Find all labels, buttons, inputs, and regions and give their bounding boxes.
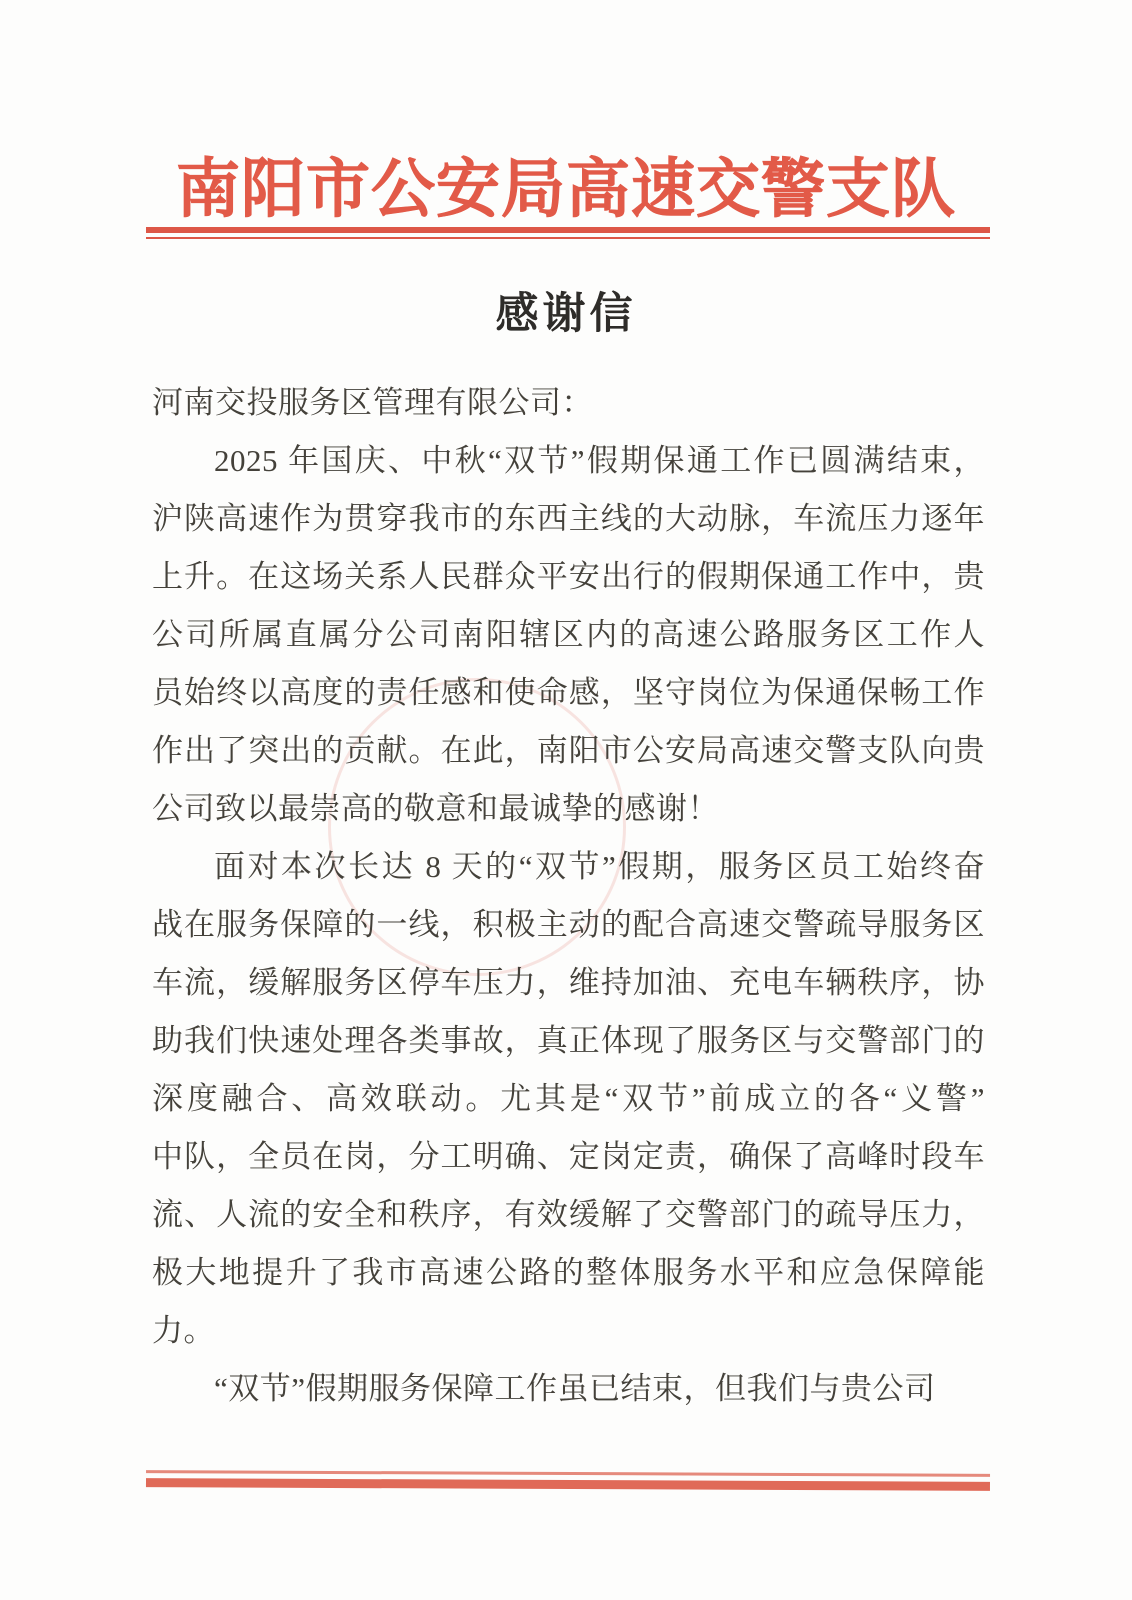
letter-line: 助我们快速处理各类事故，真正体现了服务区与交警部门的 <box>152 1023 985 1058</box>
letter-line: 作出了突出的贡献。在此，南阳市公安局高速交警支队向贵 <box>152 733 985 768</box>
footer-divider <box>146 1470 990 1491</box>
letter-line: 战在服务保障的一线，积极主动的配合高速交警疏导服务区 <box>152 907 985 942</box>
letterhead-divider-thick <box>146 227 990 233</box>
letter-line: 员始终以高度的责任感和使命感，坚守岗位为保通保畅工作 <box>152 675 985 710</box>
letterhead-title: 南阳市公安局高速交警支队 <box>176 154 956 225</box>
letter-line: 极大地提升了我市高速公路的整体服务水平和应急保障能 <box>152 1255 985 1290</box>
letter-line: 深度融合、高效联动。尤其是“双节”前成立的各“义警” <box>152 1081 985 1116</box>
letter-line: 流、人流的安全和秩序，有效缓解了交警部门的疏导压力， <box>152 1197 985 1232</box>
letter-line: 车流，缓解服务区停车压力，维持加油、充电车辆秩序，协 <box>152 965 985 1000</box>
letter-line: 沪陕高速作为贯穿我市的东西主线的大动脉，车流压力逐年 <box>152 501 985 536</box>
document-title: 感谢信 <box>495 291 637 338</box>
letter-line: 河南交投服务区管理有限公司： <box>152 385 593 420</box>
letter-body <box>152 374 985 1418</box>
letter-line: 面对本次长达 8 天的“双节”假期，服务区员工始终奋 <box>214 849 985 884</box>
letter-line: 公司所属直属分公司南阳辖区内的高速公路服务区工作人 <box>152 617 985 652</box>
letter-line: 中队，全员在岗，分工明确、定岗定责，确保了高峰时段车 <box>152 1139 985 1174</box>
letter-line: 上升。在这场关系人民群众平安出行的假期保通工作中，贵 <box>152 559 985 594</box>
letter-line: 力。 <box>152 1313 215 1348</box>
letter-line: “双节”假期服务保障工作虽已结束，但我们与贵公司 <box>214 1371 936 1406</box>
letter-line: 公司致以最崇高的敬意和最诚挚的感谢！ <box>152 791 719 826</box>
letterhead-divider-thin <box>146 237 990 239</box>
letter-line: 2025 年国庆、中秋“双节”假期保通工作已圆满结束， <box>214 443 985 478</box>
